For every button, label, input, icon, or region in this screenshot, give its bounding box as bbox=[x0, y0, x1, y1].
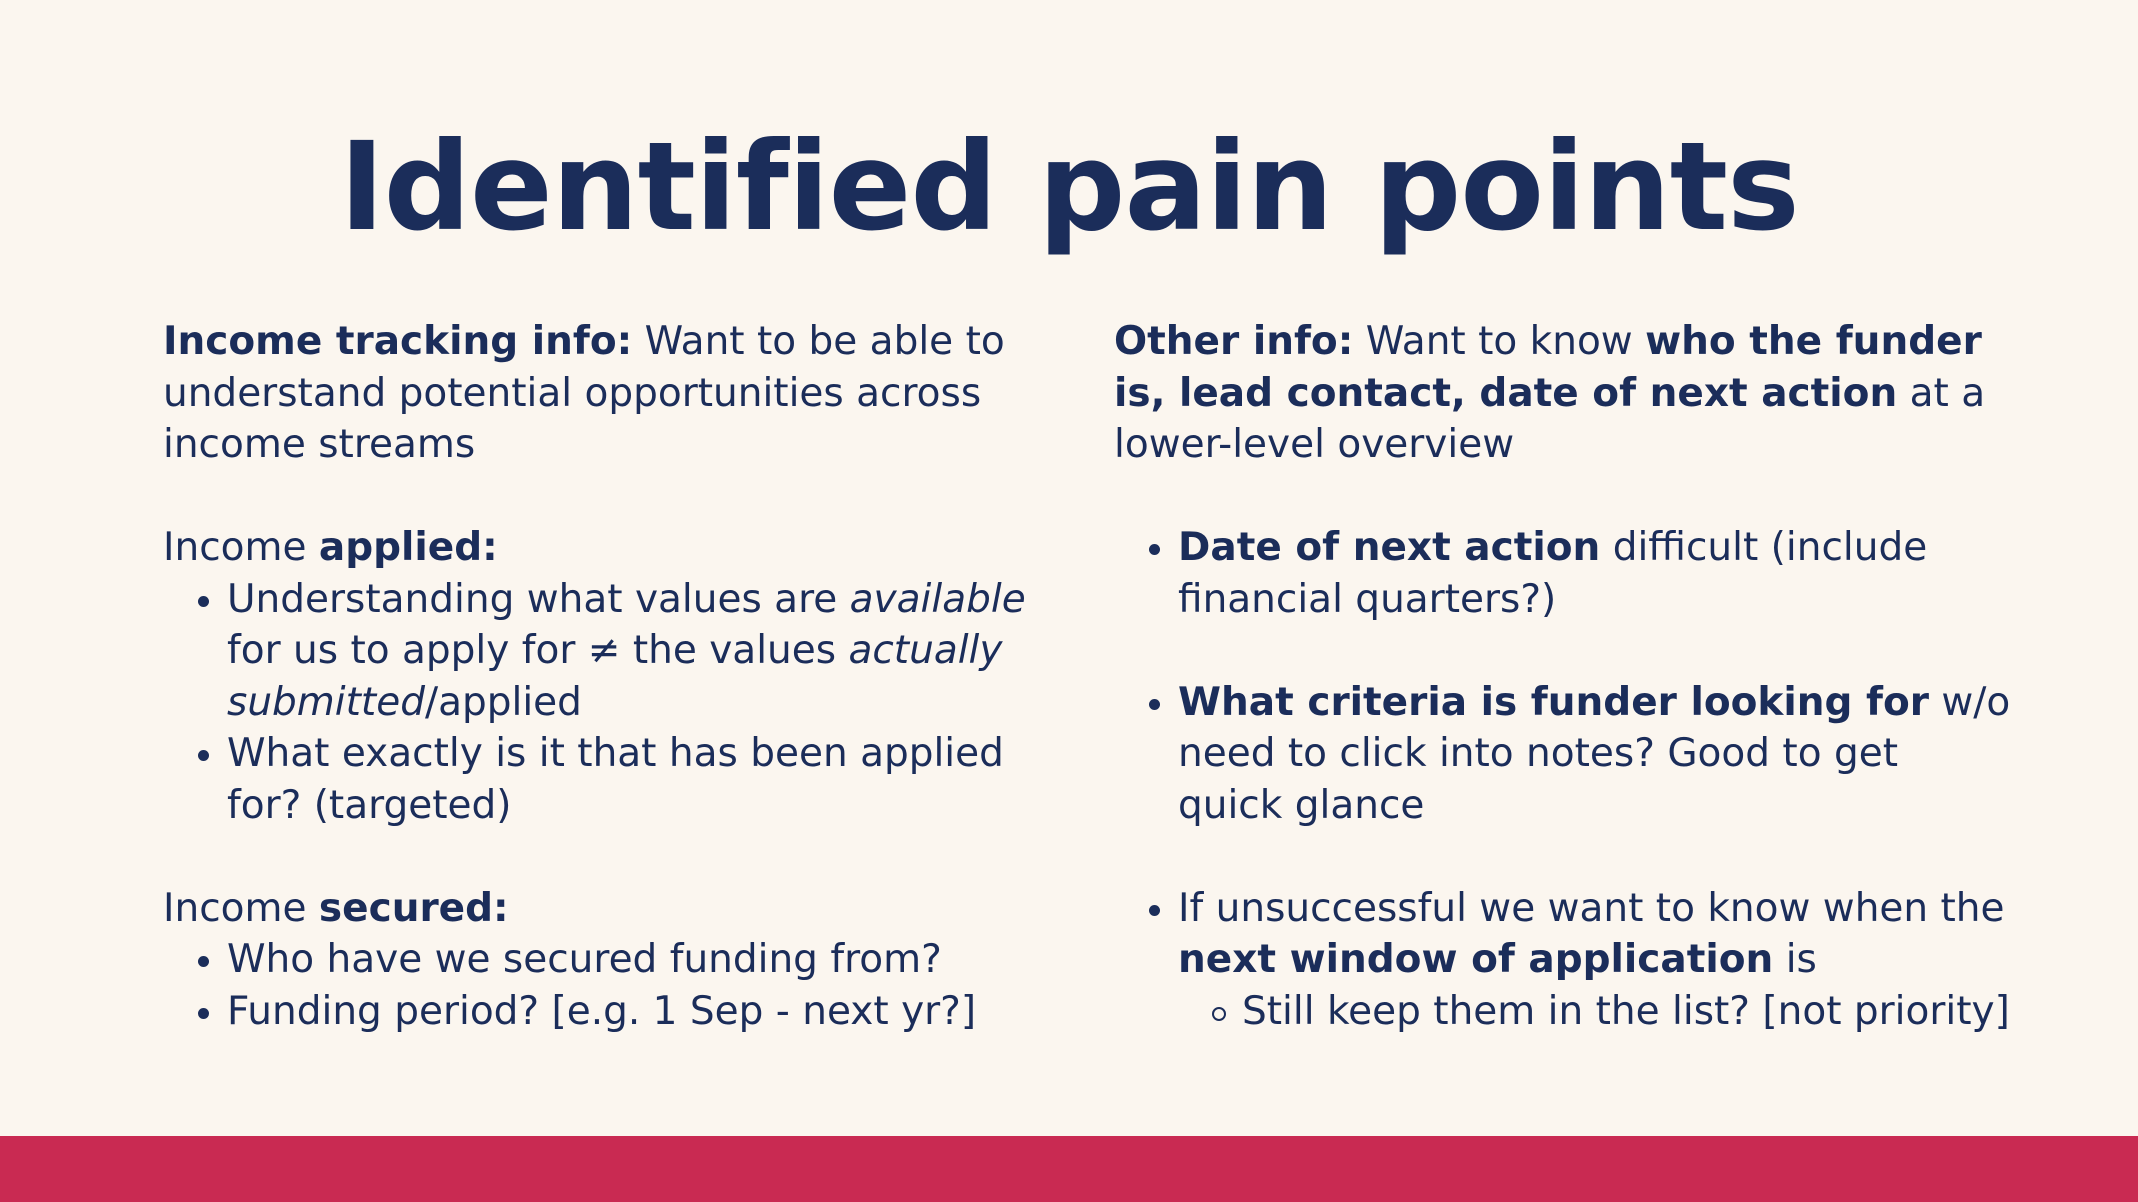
income-tracking-paragraph bbox=[163, 316, 1063, 471]
income-applied-list bbox=[163, 574, 1063, 832]
list-item bbox=[1114, 677, 2014, 832]
list-item-text: What exactly is it that has been applied for? (targeted) bbox=[227, 731, 1004, 828]
list-item-text: Understanding what values are bbox=[227, 576, 850, 622]
spacer bbox=[1114, 471, 2014, 523]
list-item bbox=[163, 574, 1063, 729]
spacer bbox=[1114, 831, 2014, 883]
list-item-emphasis: next window of application bbox=[1178, 937, 1774, 982]
list-item-text: difficult (include financial quarters?) bbox=[1178, 525, 1928, 622]
slide-title: Identified pain points bbox=[339, 116, 1799, 258]
list-item-emphasis: actually submitted bbox=[227, 628, 1003, 725]
spacer bbox=[163, 471, 1063, 523]
other-info-paragraph bbox=[1114, 316, 2014, 471]
income-secured-heading bbox=[163, 883, 1063, 935]
list-item bbox=[163, 728, 1063, 831]
list-item-text: for us to apply for ≠ the values bbox=[227, 628, 849, 673]
list-item-emphasis: Date of next action bbox=[1178, 525, 1601, 570]
other-info-text: at a lower-level overview bbox=[1114, 370, 1986, 467]
list-item-emphasis: available bbox=[849, 576, 1026, 622]
sub-list-item: Still keep them in the list? [not priority] bbox=[1114, 986, 2014, 1038]
list-item: Who have we secured funding from? bbox=[163, 934, 1063, 986]
other-info-list bbox=[1114, 677, 2014, 832]
list-item-text: /applied bbox=[424, 679, 582, 725]
list-item bbox=[1114, 883, 2014, 986]
list-item-text: If unsuccessful we want to know when the bbox=[1178, 885, 2005, 931]
footer-bar bbox=[0, 1136, 2138, 1202]
spacer bbox=[163, 831, 1063, 883]
list-item-emphasis: What criteria is funder looking for bbox=[1178, 679, 1929, 725]
list-item: Funding period? [e.g. 1 Sep - next yr?] bbox=[163, 986, 1063, 1038]
other-info-list bbox=[1114, 522, 2014, 625]
income-tracking-text: Want to be able to understand potential opportunities across income streams bbox=[163, 319, 1005, 467]
spacer bbox=[1114, 625, 2014, 677]
other-info-emphasis: who the funder is, lead contact, date of next action bbox=[1114, 319, 1982, 416]
income-applied-prefix: Income bbox=[163, 525, 319, 570]
income-applied-heading bbox=[163, 522, 1063, 574]
income-secured-list bbox=[163, 934, 1063, 1037]
income-secured-label: secured: bbox=[318, 885, 509, 931]
left-column bbox=[163, 316, 1063, 1037]
other-info-label: Other info: bbox=[1114, 319, 1354, 364]
list-item-text: is bbox=[1773, 937, 1817, 982]
other-info-list bbox=[1114, 883, 2014, 1038]
income-tracking-label: Income tracking info: bbox=[163, 319, 633, 364]
list-item bbox=[1114, 522, 2014, 625]
income-secured-prefix: Income bbox=[163, 885, 319, 931]
right-column bbox=[1114, 316, 2014, 1037]
list-item-text: w/o need to click into notes? Good to get quick glance bbox=[1178, 679, 2011, 828]
other-info-text: Want to know bbox=[1353, 319, 1646, 364]
income-applied-label: applied: bbox=[318, 525, 498, 570]
